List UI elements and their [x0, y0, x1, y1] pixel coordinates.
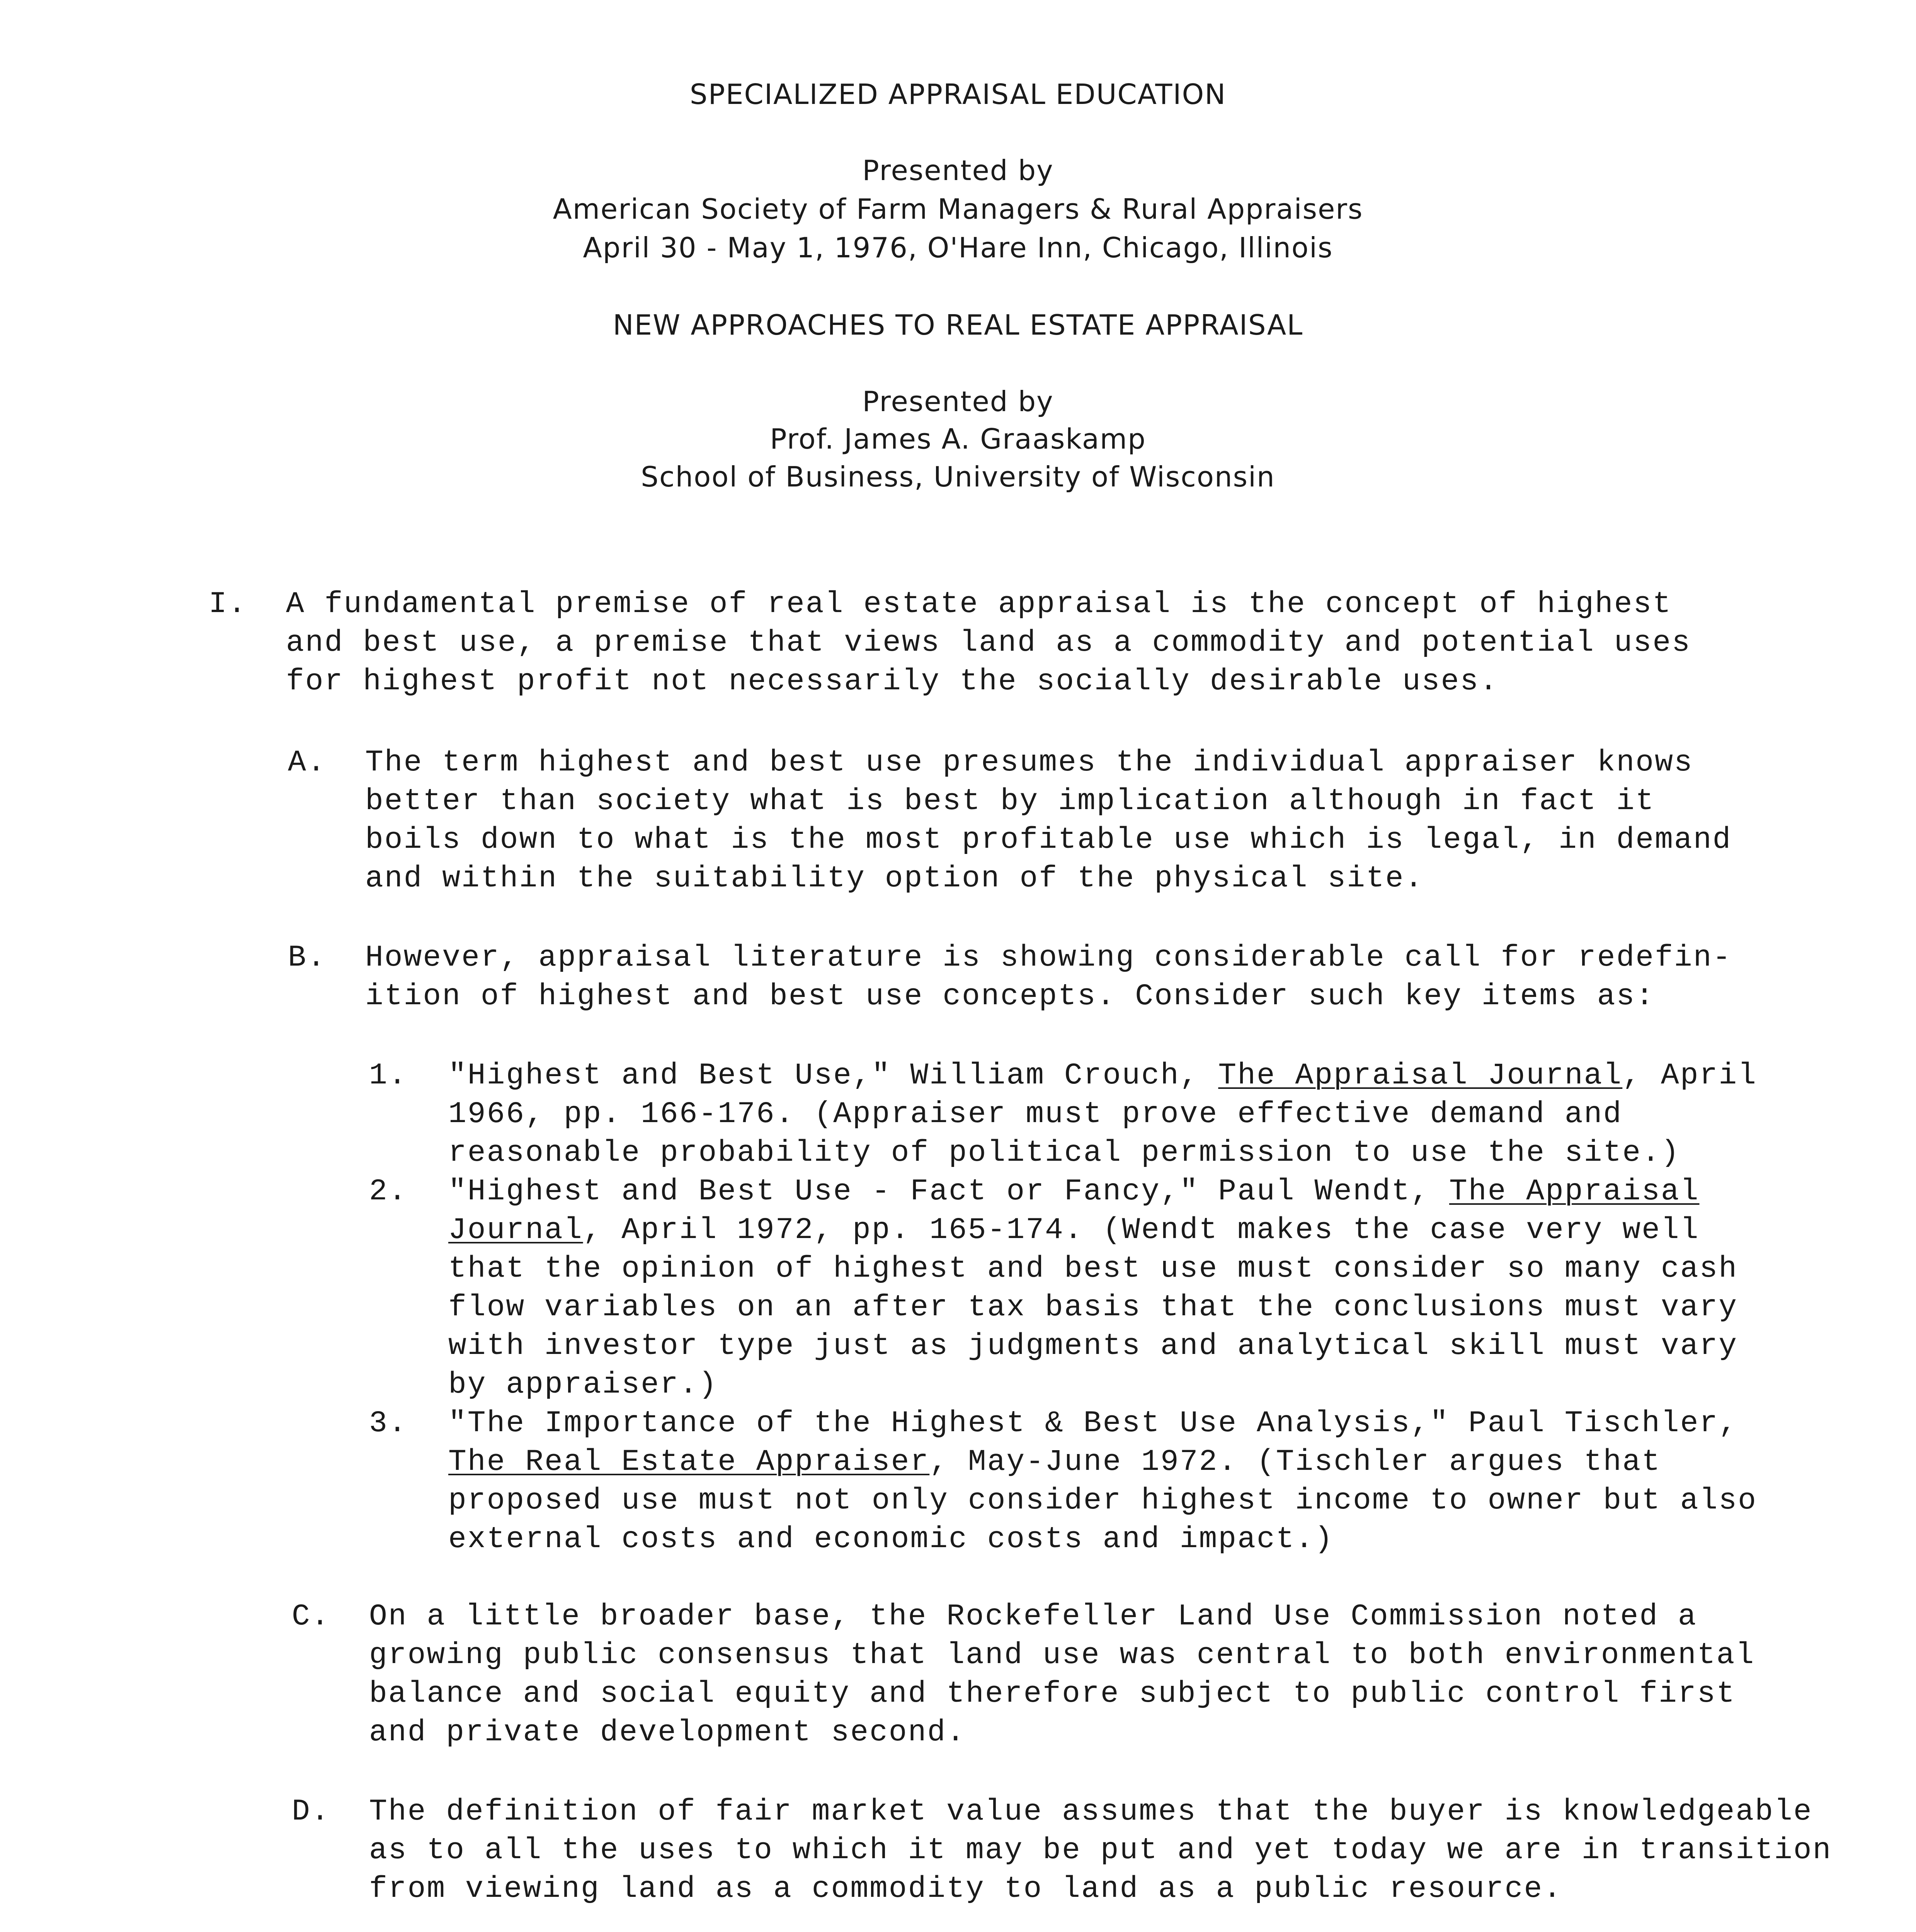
- list-marker: 1.: [369, 1059, 408, 1093]
- paragraph-line: A fundamental premise of real estate appraisal is the concept of highest: [286, 587, 1672, 621]
- paragraph-line: and within the suitability option of the physical site.: [365, 862, 1424, 896]
- list-marker: 3.: [369, 1406, 408, 1440]
- reference-line: "The Importance of the Highest & Best Use Analysis," Paul Tischler,: [448, 1406, 1738, 1440]
- reference-text: , April 1972, pp. 165-174. (Wendt makes the case very well: [583, 1213, 1700, 1247]
- journal-title: Journal: [448, 1213, 583, 1247]
- reference-line: [448, 1061, 1757, 1091]
- paragraph-line: balance and social equity and therefore subject to public control first: [369, 1677, 1736, 1711]
- reference-line: 1966, pp. 166-176. (Appraiser must prove effective demand and: [448, 1097, 1623, 1131]
- document-title: SPECIALIZED APPRAISAL EDUCATION: [689, 78, 1227, 111]
- reference-line: flow variables on an after tax basis that the conclusions must vary: [448, 1291, 1738, 1325]
- presenter-name: Prof. James A. Graaskamp: [770, 423, 1146, 455]
- presented-by-label-2: Presented by: [862, 385, 1054, 418]
- reference-text: "Highest and Best Use," William Crouch,: [448, 1059, 1218, 1093]
- document-subtitle: NEW APPROACHES TO REAL ESTATE APPRAISAL: [613, 309, 1303, 341]
- reference-text: , April: [1622, 1059, 1757, 1093]
- paragraph-line: from viewing land as a commodity to land as a public resource.: [369, 1872, 1563, 1906]
- section-marker: C.: [292, 1600, 330, 1634]
- paragraph-line: ition of highest and best use concepts. Consider such key items as:: [365, 980, 1655, 1014]
- presented-by-label: Presented by: [862, 154, 1054, 187]
- reference-line: reasonable probability of political permission to use the site.): [448, 1136, 1680, 1170]
- section-marker: D.: [292, 1795, 330, 1829]
- organization-name: American Society of Farm Managers & Rural Appraisers: [553, 193, 1363, 225]
- reference-line: that the opinion of highest and best use must consider so many cash: [448, 1252, 1738, 1286]
- reference-line: by appraiser.): [448, 1368, 718, 1402]
- paragraph-line: and private development second.: [369, 1716, 966, 1750]
- section-marker: A.: [288, 746, 327, 780]
- reference-line: proposed use must not only consider highest income to owner but also: [448, 1484, 1757, 1518]
- event-date-place: April 30 - May 1, 1976, O'Hare Inn, Chicago, Illinois: [583, 231, 1333, 264]
- section-marker: B.: [288, 941, 327, 975]
- paragraph-line: The term highest and best use presumes the individual appraiser knows: [365, 746, 1693, 780]
- list-marker: 2.: [369, 1175, 408, 1209]
- paragraph-line: On a little broader base, the Rockefeller Land Use Commission noted a: [369, 1600, 1697, 1634]
- presenter-affiliation: School of Business, University of Wisconsin: [641, 461, 1275, 493]
- paragraph-line: growing public consensus that land use was central to both environmental: [369, 1638, 1755, 1672]
- paragraph-line: as to all the uses to which it may be put and yet today we are in transition: [369, 1833, 1832, 1867]
- reference-line: with investor type just as judgments and analytical skill must vary: [448, 1329, 1738, 1363]
- reference-text: "Highest and Best Use - Fact or Fancy," Paul Wendt,: [448, 1175, 1449, 1209]
- paragraph-line: and best use, a premise that views land as a commodity and potential uses: [286, 626, 1691, 660]
- journal-title: The Appraisal: [1449, 1175, 1700, 1209]
- journal-title: The Real Estate Appraiser: [448, 1445, 930, 1479]
- reference-line: [448, 1447, 1661, 1477]
- reference-text: , May-June 1972. (Tischler argues that: [929, 1445, 1661, 1479]
- paragraph-line: boils down to what is the most profitable use which is legal, in demand: [365, 823, 1732, 857]
- reference-line: [448, 1215, 1700, 1245]
- paragraph-line: better than society what is best by implication although in fact it: [365, 784, 1655, 818]
- journal-title: The Appraisal Journal: [1218, 1059, 1623, 1093]
- paragraph-line: for highest profit not necessarily the socially desirable uses.: [286, 665, 1499, 699]
- paragraph-line: The definition of fair market value assumes that the buyer is knowledgeable: [369, 1795, 1813, 1829]
- reference-line: external costs and economic costs and impact.): [448, 1522, 1334, 1556]
- section-marker: I.: [209, 587, 247, 621]
- reference-line: [448, 1177, 1700, 1207]
- paragraph-line: However, appraisal literature is showing considerable call for redefin-: [365, 941, 1732, 975]
